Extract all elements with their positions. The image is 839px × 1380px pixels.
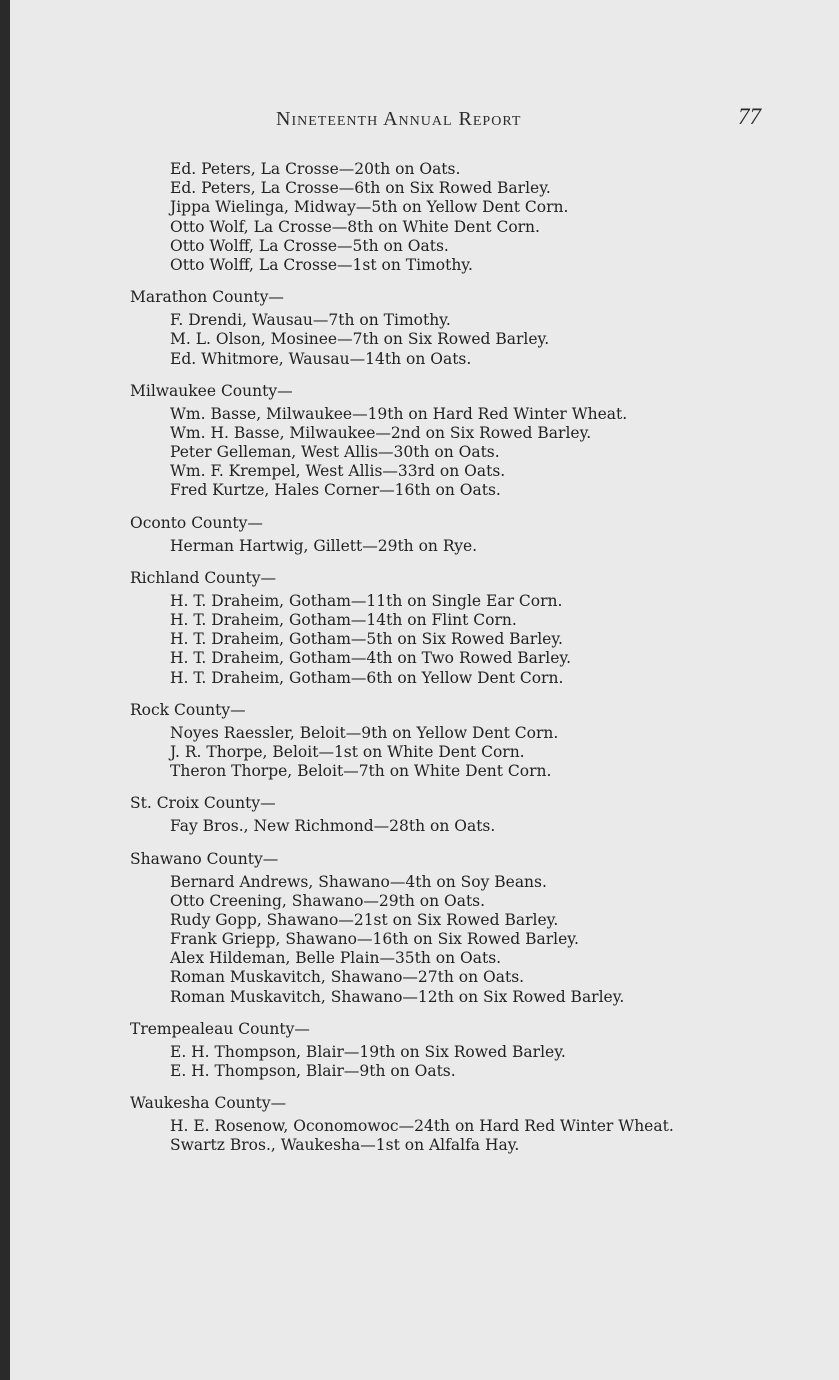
county-heading: Richland County— [130, 568, 276, 587]
county-section [130, 513, 830, 556]
award-entry: Peter Gelleman, West Allis—30th on Oats. [170, 443, 500, 462]
award-entry: H. T. Draheim, Gotham—5th on Six Rowed Barley. [170, 630, 563, 649]
award-entry: Alex Hildeman, Belle Plain—35th on Oats. [170, 949, 502, 968]
document-page [10, 0, 839, 1380]
county-heading: Trempealeau County— [130, 1019, 310, 1038]
award-entry: F. Drendi, Wausau—7th on Timothy. [170, 311, 451, 330]
award-entry: Ed. Whitmore, Wausau—14th on Oats. [170, 349, 472, 368]
county-heading: Waukesha County— [130, 1094, 287, 1113]
county-section [130, 381, 830, 501]
award-entry: H. T. Draheim, Gotham—6th on Yellow Dent Corn. [170, 668, 564, 687]
county-sections [130, 287, 830, 1155]
award-entry: H. E. Rosenow, Oconomowoc—24th on Hard Red Winter Wheat. [170, 1117, 674, 1136]
award-listing [130, 160, 830, 1156]
county-entries [170, 537, 830, 556]
award-entry: Roman Muskavitch, Shawano—12th on Six Rowed Barley. [170, 987, 625, 1006]
county-heading: Marathon County— [130, 288, 284, 307]
county-section [130, 793, 830, 836]
award-entry: E. H. Thompson, Blair—9th on Oats. [170, 1062, 456, 1080]
award-entry: Swartz Bros., Waukesha—1st on Alfalfa Hay. [170, 1136, 520, 1155]
award-entry: Bernard Andrews, Shawano—4th on Soy Beans. [170, 872, 547, 891]
award-entry: Wm. Basse, Milwaukee—19th on Hard Red Winter Wheat. [170, 404, 628, 423]
award-entry: Fay Bros., New Richmond—28th on Oats. [170, 817, 496, 836]
award-entry: E. H. Thompson, Blair—19th on Six Rowed Barley. [170, 1042, 566, 1061]
county-entries [170, 1117, 830, 1155]
county-section [130, 849, 830, 1007]
county-section [130, 287, 830, 369]
county-heading: St. Croix County— [130, 794, 276, 813]
award-entry: Ed. Peters, La Crosse—6th on Six Rowed Barley. [170, 179, 551, 198]
award-entry: H. T. Draheim, Gotham—11th on Single Ear Corn. [170, 591, 563, 610]
award-entry: M. L. Olson, Mosinee—7th on Six Rowed Barley. [170, 330, 550, 349]
award-entry: Fred Kurtze, Hales Corner—16th on Oats. [170, 481, 501, 500]
award-entry: Wm. F. Krempel, West Allis—33rd on Oats. [170, 462, 506, 481]
award-entry: Otto Creening, Shawano—29th on Oats. [170, 891, 486, 910]
continued-entries [170, 160, 830, 275]
award-entry: Herman Hartwig, Gillett—29th on Rye. [170, 536, 478, 555]
award-entry: Frank Griepp, Shawano—16th on Six Rowed Barley. [170, 930, 579, 949]
county-entries [170, 724, 830, 782]
county-entries [170, 592, 830, 688]
county-section [130, 700, 830, 782]
award-entry: Rudy Gopp, Shawano—21st on Six Rowed Barley. [170, 910, 559, 929]
award-entry: H. T. Draheim, Gotham—14th on Flint Corn. [170, 611, 517, 629]
county-heading: Rock County— [130, 700, 246, 719]
county-heading: Milwaukee County— [130, 381, 293, 400]
county-entries [170, 873, 830, 1007]
county-entries [170, 817, 830, 836]
county-section [130, 1019, 830, 1081]
county-section [130, 568, 830, 688]
county-section [130, 1093, 830, 1155]
award-entry: Otto Wolf, La Crosse—8th on White Dent Corn. [170, 217, 540, 236]
award-entry: J. R. Thorpe, Beloit—1st on White Dent Corn. [170, 742, 525, 761]
county-entries [170, 405, 830, 501]
award-entry: Ed. Peters, La Crosse—20th on Oats. [170, 160, 461, 178]
county-heading: Oconto County— [130, 513, 263, 532]
county-heading: Shawano County— [130, 849, 279, 868]
county-entries [170, 1043, 830, 1081]
award-entry: Noyes Raessler, Beloit—9th on Yellow Dent Corn. [170, 723, 559, 742]
award-entry: Otto Wolff, La Crosse—1st on Timothy. [170, 255, 473, 274]
page-number: 77 [738, 104, 761, 129]
award-entry: Jippa Wielinga, Midway—5th on Yellow Dent Corn. [170, 198, 569, 217]
award-entry: Otto Wolff, La Crosse—5th on Oats. [170, 236, 449, 255]
award-entry: H. T. Draheim, Gotham—4th on Two Rowed Barley. [170, 649, 572, 668]
running-header [10, 104, 839, 134]
report-title: Nineteenth Annual Report [276, 108, 522, 130]
county-entries [170, 311, 830, 369]
award-entry: Roman Muskavitch, Shawano—27th on Oats. [170, 968, 525, 987]
award-entry: Wm. H. Basse, Milwaukee—2nd on Six Rowed Barley. [170, 423, 592, 442]
award-entry: Theron Thorpe, Beloit—7th on White Dent Corn. [170, 762, 552, 781]
